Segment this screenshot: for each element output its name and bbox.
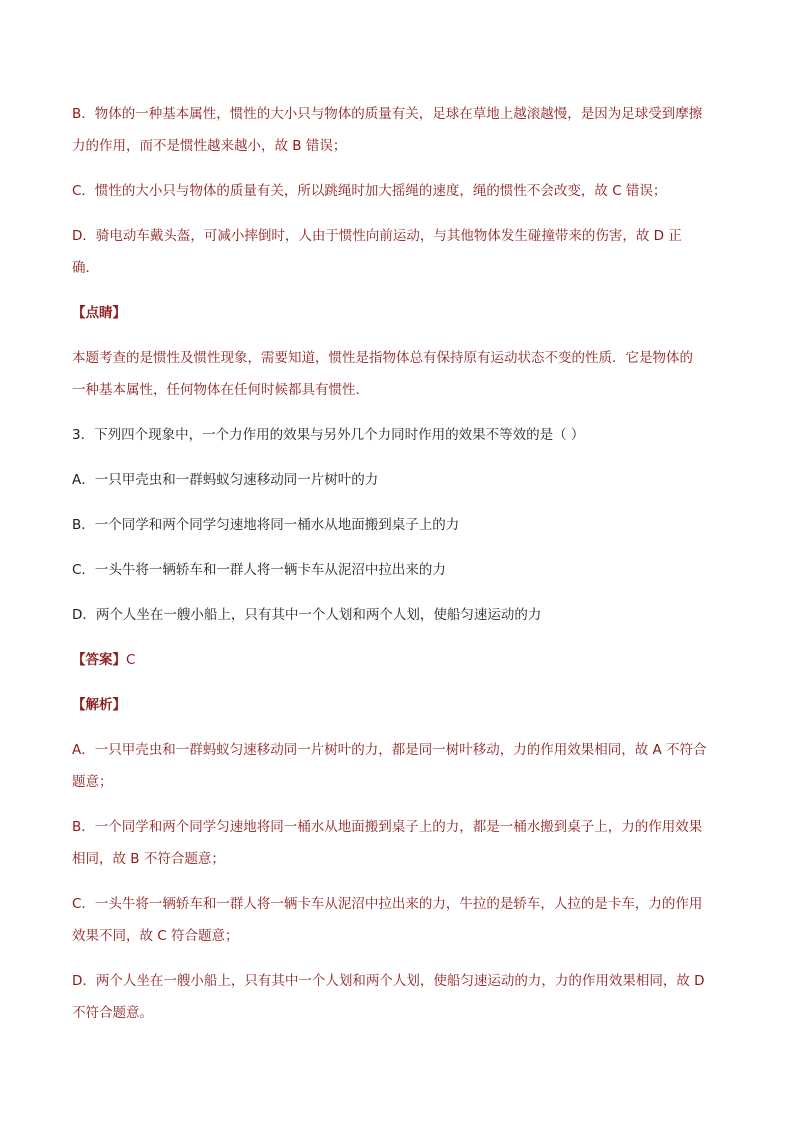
text-line: 确． bbox=[72, 260, 99, 276]
answer-value: C bbox=[126, 652, 136, 668]
text-line: D．骑电动车戴头盔，可减小摔倒时，人由于惯性向前运动，与其他物体发生碰撞带来的伤害，故 D 正 bbox=[72, 228, 682, 244]
question-stem bbox=[72, 419, 724, 451]
option-c bbox=[72, 554, 724, 586]
question-text: 3．下列四个现象中，一个力作用的效果与另外几个力同时作用的效果不等效的是（ ） bbox=[72, 427, 585, 443]
text-line: B．物体的一种基本属性，惯性的大小只与物体的质量有关，足球在草地上越滚越慢，是因为足球受到摩擦 bbox=[72, 106, 703, 122]
prev-analysis-b bbox=[72, 98, 724, 162]
text-line: 本题考查的是惯性及惯性现象，需要知道，惯性是指物体总有保持原有运动状态不变的性质．它是物体的 bbox=[72, 350, 693, 366]
answer-row bbox=[72, 644, 724, 676]
analysis-b bbox=[72, 811, 724, 875]
prev-analysis-d bbox=[72, 220, 724, 284]
text-line: 题意； bbox=[72, 774, 113, 790]
option-text: C．一头牛将一辆轿车和一群人将一辆卡车从泥沼中拉出来的力 bbox=[72, 562, 446, 578]
prev-analysis-c bbox=[72, 175, 724, 207]
text-line: C．一头牛将一辆轿车和一群人将一辆卡车从泥沼中拉出来的力，牛拉的是轿车，人拉的是卡车，力的作用 bbox=[72, 896, 703, 912]
analysis-c bbox=[72, 888, 724, 952]
option-d bbox=[72, 599, 724, 631]
text-line: 力的作用，而不是惯性越来越小，故 B 错误； bbox=[72, 138, 347, 154]
text-line: 不符合题意。 bbox=[72, 1005, 153, 1021]
answer-heading: 【答案】 bbox=[72, 652, 126, 668]
text-line: C．惯性的大小只与物体的质量有关，所以跳绳时加大摇绳的速度，绳的惯性不会改变，故 C 错误； bbox=[72, 183, 667, 199]
section-heading: 【解析】 bbox=[72, 697, 126, 713]
text-line: B．一个同学和两个同学匀速地将同一桶水从地面搬到桌子上的力，都是一桶水搬到桌子上，力的作用效果 bbox=[72, 819, 703, 835]
option-text: B．一个同学和两个同学匀速地将同一桶水从地面搬到桌子上的力 bbox=[72, 517, 460, 533]
option-b bbox=[72, 509, 724, 541]
section-heading: 【点睛】 bbox=[72, 305, 126, 321]
text-line: 一种基本属性，任何物体在任何时候都具有惯性． bbox=[72, 382, 369, 398]
text-line: 效果不同，故 C 符合题意； bbox=[72, 928, 239, 944]
text-line: A．一只甲壳虫和一群蚂蚁匀速移动同一片树叶的力，都是同一树叶移动，力的作用效果相同，故 A 不符合 bbox=[72, 742, 707, 758]
text-line: 相同，故 B 不符合题意； bbox=[72, 851, 225, 867]
document-page bbox=[72, 98, 724, 1042]
comment-body bbox=[72, 342, 724, 406]
analysis-heading bbox=[72, 689, 724, 721]
answer-line bbox=[72, 644, 724, 676]
option-text: A．一只甲壳虫和一群蚂蚁匀速移动同一片树叶的力 bbox=[72, 472, 379, 488]
analysis-a bbox=[72, 734, 724, 798]
text-line: D．两个人坐在一艘小船上，只有其中一个人划和两个人划，使船匀速运动的力，力的作用效果相同，故 D bbox=[72, 973, 705, 989]
comment-heading bbox=[72, 297, 724, 329]
analysis-d bbox=[72, 965, 724, 1029]
option-a bbox=[72, 464, 724, 496]
option-text: D．两个人坐在一艘小船上，只有其中一个人划和两个人划，使船匀速运动的力 bbox=[72, 607, 542, 623]
